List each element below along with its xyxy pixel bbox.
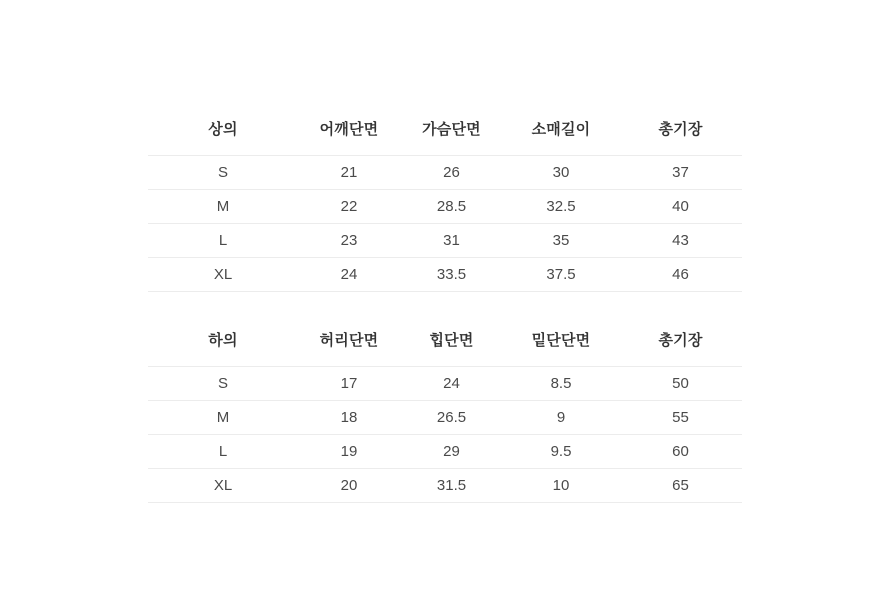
cell-length: 55 [619,401,742,435]
cell-hip: 24 [400,367,503,401]
cell-shoulder: 23 [298,224,400,258]
column-header-category: 하의 [208,332,238,349]
cell-hem: 10 [503,469,619,503]
table-header-row [148,118,742,156]
size-label: L [148,435,298,469]
cell-waist: 18 [298,401,400,435]
size-label: XL [148,469,298,503]
cell-length: 43 [619,224,742,258]
column-header-length: 총기장 [658,121,703,138]
table-row [148,190,742,224]
cell-sleeve: 32.5 [503,190,619,224]
table-row [148,224,742,258]
size-label: S [148,367,298,401]
table-row [148,156,742,190]
cell-sleeve: 37.5 [503,258,619,292]
cell-hem: 8.5 [503,367,619,401]
bottom-size-table [148,329,742,503]
cell-hip: 26.5 [400,401,503,435]
cell-length: 65 [619,469,742,503]
cell-sleeve: 35 [503,224,619,258]
cell-chest: 26 [400,156,503,190]
cell-shoulder: 21 [298,156,400,190]
size-label: XL [148,258,298,292]
cell-hip: 29 [400,435,503,469]
cell-chest: 33.5 [400,258,503,292]
cell-length: 60 [619,435,742,469]
size-label: M [148,401,298,435]
cell-waist: 20 [298,469,400,503]
size-label: L [148,224,298,258]
cell-sleeve: 30 [503,156,619,190]
table-row [148,367,742,401]
size-label: M [148,190,298,224]
table-row [148,401,742,435]
cell-waist: 17 [298,367,400,401]
cell-hip: 31.5 [400,469,503,503]
column-header-sleeve: 소매길이 [531,121,591,138]
cell-waist: 19 [298,435,400,469]
table-row [148,469,742,503]
cell-hem: 9.5 [503,435,619,469]
cell-length: 40 [619,190,742,224]
cell-hem: 9 [503,401,619,435]
table-row [148,435,742,469]
table-row [148,258,742,292]
column-header-category: 상의 [208,121,238,138]
cell-length: 37 [619,156,742,190]
column-header-shoulder: 어깨단면 [319,121,379,138]
cell-shoulder: 24 [298,258,400,292]
size-label: S [148,156,298,190]
cell-length: 50 [619,367,742,401]
column-header-length: 총기장 [658,332,703,349]
cell-length: 46 [619,258,742,292]
cell-chest: 28.5 [400,190,503,224]
column-header-hem: 밑단단면 [531,332,591,349]
cell-chest: 31 [400,224,503,258]
cell-shoulder: 22 [298,190,400,224]
column-header-waist: 허리단면 [319,332,379,349]
column-header-hip: 힙단면 [429,332,474,349]
top-size-table [148,118,742,292]
table-header-row [148,329,742,367]
column-header-chest: 가슴단면 [422,121,481,138]
